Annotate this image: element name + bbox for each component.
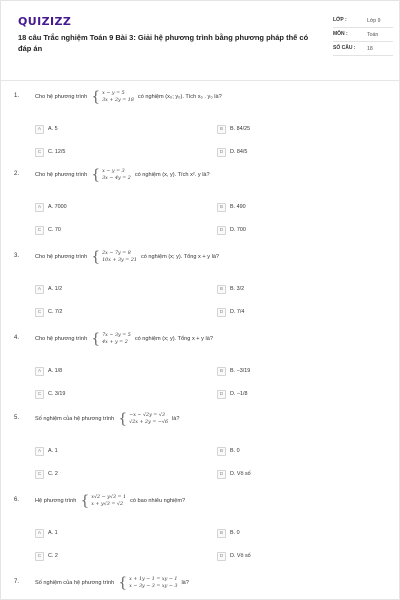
- meta-key-grade: LỚP :: [333, 17, 347, 23]
- option-letter-box[interactable]: A: [35, 203, 44, 212]
- question-stem: [35, 494, 185, 508]
- stem-text-before: Cho hệ phương trình: [35, 336, 88, 342]
- meta-row-grade: [333, 14, 393, 28]
- option-letter-box[interactable]: D: [217, 390, 226, 399]
- question-number: 2.: [14, 171, 20, 177]
- question-number: 7.: [14, 579, 20, 585]
- option-letter-box[interactable]: B: [217, 529, 226, 538]
- meta-key-count: SỐ CÂU :: [333, 45, 356, 51]
- equation-line: 4x + y = 2: [102, 340, 128, 345]
- equation-line: x − y = 5: [102, 91, 125, 96]
- option-text: B. 3/2: [230, 286, 245, 292]
- equation-line: x√2 − y√3 = 1: [91, 495, 127, 500]
- question-stem: [35, 250, 219, 264]
- worksheet-title: 18 câu Trắc nghiệm Toán 9 Bài 3: Giải hệ phương trình bằng phương pháp thế có đáp án: [18, 33, 309, 53]
- quizizz-logo: QUIZIZZ: [18, 15, 72, 28]
- equation-system: [91, 250, 137, 264]
- option-letter-box[interactable]: A: [35, 367, 44, 376]
- option-letter-box[interactable]: A: [35, 285, 44, 294]
- option-text: C. 7/2: [48, 309, 63, 315]
- brace-icon: {: [118, 411, 128, 427]
- meta-row-subject: [333, 28, 393, 42]
- option-c[interactable]: [35, 147, 65, 157]
- option-text: A. 1/8: [48, 368, 63, 374]
- equation-system: [91, 168, 131, 182]
- option-letter-box[interactable]: B: [217, 125, 226, 134]
- brace-icon: {: [91, 249, 101, 265]
- equation-system: [91, 90, 134, 104]
- equation-line: √2x + 2y = −√6: [129, 420, 169, 425]
- option-c[interactable]: [35, 551, 58, 561]
- brace-icon: {: [80, 493, 90, 509]
- option-letter-box[interactable]: C: [35, 308, 44, 317]
- option-d[interactable]: [217, 469, 251, 479]
- option-text: B. 0: [230, 530, 240, 536]
- equation-lines: [102, 168, 131, 182]
- stem-text-before: Số nghiệm của hệ phương trình: [35, 580, 115, 586]
- option-letter-box[interactable]: D: [217, 470, 226, 479]
- option-text: A. 1: [48, 530, 58, 536]
- meta-value-count: 18: [367, 46, 373, 52]
- option-a[interactable]: [35, 124, 58, 134]
- option-letter-box[interactable]: B: [217, 203, 226, 212]
- meta-value-grade: Lớp 9: [367, 18, 381, 24]
- option-text: B. 490: [230, 204, 246, 210]
- equation-lines: [129, 412, 168, 426]
- option-a[interactable]: [35, 366, 62, 376]
- option-letter-box[interactable]: A: [35, 125, 44, 134]
- meta-key-subject: MÔN :: [333, 31, 348, 37]
- option-text: A. 1/2: [48, 286, 63, 292]
- option-a[interactable]: [35, 202, 67, 212]
- equation-lines: [91, 494, 126, 508]
- equation-line: 7x − 3y = 5: [102, 333, 131, 338]
- option-b[interactable]: [217, 446, 240, 456]
- option-letter-box[interactable]: C: [35, 552, 44, 561]
- option-text: D. −1/8: [230, 391, 248, 397]
- equation-line: x − y = 3: [102, 169, 125, 174]
- stem-text-before: Cho hệ phương trình: [35, 254, 88, 260]
- option-b[interactable]: [217, 124, 250, 134]
- stem-text-after: có nghiệm (x; y). Tổng x + y là?: [134, 336, 213, 342]
- option-d[interactable]: [217, 307, 244, 317]
- option-text: D. 700: [230, 227, 246, 233]
- question-stem: [35, 576, 189, 590]
- equation-line: 10x + 3y = 21: [102, 258, 137, 263]
- option-text: B. 0: [230, 448, 240, 454]
- stem-text-before: Số nghiệm của hệ phương trình: [35, 416, 115, 422]
- equation-line: 3x + 2y = 18: [102, 98, 134, 103]
- equation-line: x − 3y − 3 = xy − 3: [129, 584, 178, 589]
- option-letter-box[interactable]: A: [35, 529, 44, 538]
- option-letter-box[interactable]: D: [217, 148, 226, 157]
- option-letter-box[interactable]: C: [35, 148, 44, 157]
- equation-line: x + 1y − 1 = xy − 1: [129, 577, 178, 582]
- option-text: C. 2: [48, 553, 58, 559]
- option-letter-box[interactable]: C: [35, 390, 44, 399]
- option-c[interactable]: [35, 225, 61, 235]
- question-number: 4.: [14, 335, 20, 341]
- question-number: 1.: [14, 93, 20, 99]
- meta-value-subject: Toán: [367, 32, 379, 38]
- stem-text-after: có nghiệm (x, y). Tích x². y là?: [134, 172, 210, 178]
- option-text: D. 7/4: [230, 309, 245, 315]
- question-number: 5.: [14, 415, 20, 421]
- stem-text-before: Cho hệ phương trình: [35, 94, 88, 100]
- option-letter-box[interactable]: B: [217, 447, 226, 456]
- option-c[interactable]: [35, 389, 65, 399]
- question-stem: [35, 332, 213, 346]
- option-text: C. 2: [48, 471, 58, 477]
- option-text: D. Vô số: [230, 553, 251, 559]
- option-letter-box[interactable]: B: [217, 285, 226, 294]
- option-d[interactable]: [217, 389, 248, 399]
- option-text: C. 12/5: [48, 149, 66, 155]
- brace-icon: {: [91, 167, 101, 183]
- option-letter-box[interactable]: D: [217, 308, 226, 317]
- option-letter-box[interactable]: B: [217, 367, 226, 376]
- option-a[interactable]: [35, 528, 58, 538]
- brace-icon: {: [118, 575, 128, 591]
- option-text: D. 84/5: [230, 149, 248, 155]
- question-number: 6.: [14, 497, 20, 503]
- option-c[interactable]: [35, 469, 58, 479]
- equation-line: −x − √2y = √3: [129, 413, 165, 418]
- stem-text-after: có nghiệm (x₀; y₀). Tích x₀ . y₀ là?: [137, 94, 222, 100]
- stem-text-before: Cho hệ phương trình: [35, 172, 88, 178]
- option-letter-box[interactable]: C: [35, 470, 44, 479]
- equation-system: [91, 332, 131, 346]
- option-a[interactable]: [35, 446, 58, 456]
- option-text: B. −3/19: [230, 368, 251, 374]
- option-b[interactable]: [217, 284, 244, 294]
- option-text: D. Vô số: [230, 471, 251, 477]
- equation-lines: [102, 332, 131, 346]
- option-b[interactable]: [217, 202, 246, 212]
- equation-system: [118, 576, 177, 590]
- option-c[interactable]: [35, 307, 62, 317]
- equation-system: [80, 494, 126, 508]
- option-a[interactable]: [35, 284, 62, 294]
- option-text: A. 5: [48, 126, 58, 132]
- equation-system: [118, 412, 168, 426]
- equation-line: x + y√3 = √2: [91, 502, 124, 507]
- option-text: C. 3/19: [48, 391, 66, 397]
- meta-row-count: [333, 42, 393, 56]
- question-number: 3.: [14, 253, 20, 259]
- option-d[interactable]: [217, 551, 251, 561]
- question-stem: [35, 90, 222, 104]
- option-letter-box[interactable]: D: [217, 226, 226, 235]
- option-letter-box[interactable]: A: [35, 447, 44, 456]
- option-text: A. 1: [48, 448, 58, 454]
- stem-text-after: có bao nhiêu nghiệm?: [130, 498, 186, 504]
- equation-lines: [102, 90, 134, 104]
- stem-text-after: có nghiệm (x; y). Tổng x + y là?: [140, 254, 220, 260]
- equation-line: 2x − 7y = 8: [102, 251, 131, 256]
- option-text: A. 7000: [48, 204, 67, 210]
- equation-line: 3x − 4y = 2: [102, 176, 131, 181]
- option-text: C. 70: [48, 227, 61, 233]
- equation-lines: [102, 250, 137, 264]
- question-stem: [35, 168, 210, 182]
- brace-icon: {: [91, 89, 101, 105]
- option-letter-box[interactable]: C: [35, 226, 44, 235]
- stem-text-after: là?: [181, 580, 189, 586]
- stem-text-before: Hệ phương trình: [35, 498, 77, 504]
- stem-text-after: là?: [172, 416, 180, 422]
- worksheet-header: [1, 1, 399, 81]
- question-stem: [35, 412, 179, 426]
- brace-icon: {: [91, 331, 101, 347]
- option-letter-box[interactable]: D: [217, 552, 226, 561]
- equation-lines: [129, 576, 177, 590]
- option-text: B. 84/25: [230, 126, 251, 132]
- option-d[interactable]: [217, 147, 247, 157]
- option-b[interactable]: [217, 528, 240, 538]
- meta-panel: [333, 14, 393, 56]
- option-d[interactable]: [217, 225, 246, 235]
- option-b[interactable]: [217, 366, 250, 376]
